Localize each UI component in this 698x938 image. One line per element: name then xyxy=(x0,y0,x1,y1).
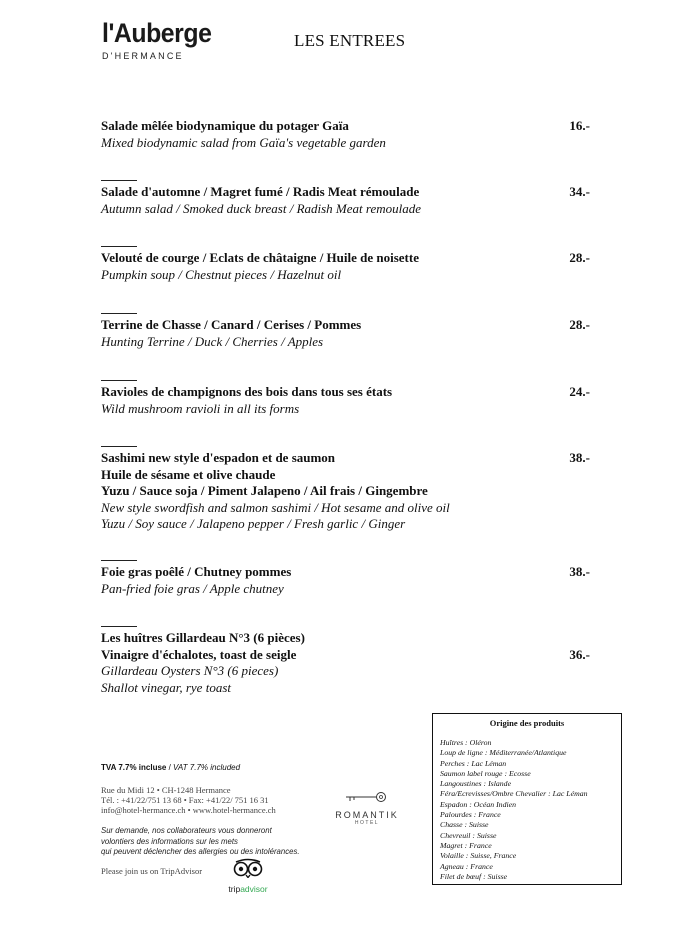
address-block xyxy=(101,785,276,815)
item-translation: Wild mushroom ravioli in all its forms xyxy=(101,400,300,416)
menu-item xyxy=(101,118,601,151)
item-name: Huile de sésame et olive chaude xyxy=(101,466,276,482)
separator xyxy=(101,246,137,247)
menu-item xyxy=(101,384,601,417)
origin-line: Perches : Lac Léman xyxy=(440,758,507,768)
vat-notice-fr: TVA 7.7% incluse xyxy=(101,763,167,772)
origin-list xyxy=(440,738,588,882)
item-translation: Pumpkin soup / Chestnut pieces / Hazelnut oil xyxy=(101,266,342,282)
origin-line: Saumon label rouge : Ecosse xyxy=(440,768,531,778)
allergy-note-line: Sur demande, nos collaborateurs vous donneront xyxy=(101,826,272,835)
origin-line: Féra/Ecrevisses/Ombre Chevalier : Lac Léman xyxy=(440,789,588,799)
address-line: Rue du Midi 12 • CH-1248 Hermance xyxy=(101,785,231,795)
item-translation: Gillardeau Oysters N°3 (6 pieces) xyxy=(101,663,279,678)
origin-line: Loup de ligne : Méditerranée/Atlantique xyxy=(440,748,567,758)
item-name: Terrine de Chasse / Canard / Cerises / Pommes xyxy=(101,317,362,332)
item-name: Sashimi new style d'espadon et de saumon xyxy=(101,450,336,465)
allergy-note-line: volontiers des informations sur les mets xyxy=(101,836,238,846)
owl-icon xyxy=(233,858,263,878)
origin-line: Palourdes : France xyxy=(440,810,501,820)
separator xyxy=(101,313,137,314)
separator xyxy=(101,380,137,381)
logo xyxy=(102,18,221,61)
separator xyxy=(101,626,137,627)
menu-item xyxy=(101,184,601,217)
origin-line: Chasse : Suisse xyxy=(440,820,489,830)
origin-line: Espadon : Océan Indien xyxy=(440,799,517,809)
item-price: 34.- xyxy=(569,184,590,199)
origin-line: Filet de bœuf : Suisse xyxy=(440,871,508,881)
tripadvisor-wordmark-a: trip xyxy=(228,884,241,894)
item-name: Ravioles de champignons des bois dans tous ses états xyxy=(101,384,393,399)
allergy-note xyxy=(101,826,341,858)
origin-title: Origine des produits xyxy=(489,718,565,728)
romantik-logo xyxy=(330,790,404,826)
origin-line: Volaille : Suisse, France xyxy=(440,851,517,861)
logo-subtitle: D'HERMANCE xyxy=(102,51,184,61)
item-name: Salade d'automne / Magret fumé / Radis Meat rémoulade xyxy=(101,184,420,199)
page-title: LES ENTREES xyxy=(294,31,406,50)
item-name: Velouté de courge / Eclats de châtaigne / Huile de noisette xyxy=(101,250,419,265)
item-price: 28.- xyxy=(569,317,590,332)
item-price: 28.- xyxy=(569,250,590,265)
menu-item xyxy=(101,450,601,533)
origin-line: Huîtres : Oléron xyxy=(440,738,492,747)
menu-item xyxy=(101,630,601,696)
menu-item xyxy=(101,564,601,597)
tripadvisor-wordmark-b: advisor xyxy=(240,884,268,894)
separator xyxy=(101,446,137,447)
item-translation: Mixed biodynamic salad from Gaïa's vegetable garden xyxy=(101,134,386,150)
item-translation: Yuzu / Soy sauce / Jalapeno pepper / Fresh garlic / Ginger xyxy=(101,516,406,531)
vat-notice-en: VAT 7.7% included xyxy=(173,763,241,772)
tripadvisor-invite: Please join us on TripAdvisor xyxy=(101,866,203,876)
item-translation: Autumn salad / Smoked duck breast / Radish Meat remoulade xyxy=(101,200,422,216)
email-web-line[interactable]: info@hotel-hermance.ch • www.hotel-hermance.ch xyxy=(101,805,276,815)
item-name: Yuzu / Sauce soja / Piment Jalapeno / Ail frais / Gingembre xyxy=(101,483,428,498)
item-price: 24.- xyxy=(569,384,590,399)
item-price: 38.- xyxy=(569,450,590,465)
item-translation: Hunting Terrine / Duck / Cherries / Apples xyxy=(101,333,324,349)
tripadvisor-logo[interactable] xyxy=(228,858,268,894)
separator xyxy=(101,560,137,561)
menu-item xyxy=(101,250,601,283)
item-translation: New style swordfish and salmon sashimi / Hot sesame and olive oil xyxy=(101,499,450,515)
origin-box xyxy=(432,713,622,885)
separator xyxy=(101,180,137,181)
menu-item xyxy=(101,317,601,350)
tripadvisor-wordmark xyxy=(228,884,268,894)
vat-notice xyxy=(101,763,240,772)
item-price: 38.- xyxy=(569,564,590,579)
allergy-note-line: qui peuvent déclencher des allergies ou des intolérances. xyxy=(101,847,300,856)
key-icon xyxy=(344,791,390,803)
origin-line: Langoustines : Islande xyxy=(440,779,512,789)
item-price: 36.- xyxy=(569,647,590,662)
item-name: Foie gras poêlé / Chutney pommes xyxy=(101,564,292,579)
logo-name: l'Auberge xyxy=(102,18,212,48)
romantik-name: ROMANTIK xyxy=(335,810,399,820)
origin-line: Agneau : France xyxy=(440,861,493,871)
contact-line: Tél. : +41/22/751 13 68 • Fax: +41/22/ 751 16 31 xyxy=(101,795,269,805)
item-translation: Shallot vinegar, rye toast xyxy=(101,679,231,695)
romantik-sub: HOTEL xyxy=(354,820,380,826)
item-translation: Pan-fried foie gras / Apple chutney xyxy=(101,580,284,596)
item-price: 16.- xyxy=(569,118,590,133)
origin-line: Chevreuil : Suisse xyxy=(440,830,497,840)
item-name: Les huîtres Gillardeau N°3 (6 pièces) xyxy=(101,630,305,645)
item-name: Salade mêlée biodynamique du potager Gaïa xyxy=(101,118,349,133)
item-name: Vinaigre d'échalotes, toast de seigle xyxy=(101,646,297,662)
vat-separator: / xyxy=(166,763,174,772)
origin-line: Magret : France xyxy=(440,840,492,850)
